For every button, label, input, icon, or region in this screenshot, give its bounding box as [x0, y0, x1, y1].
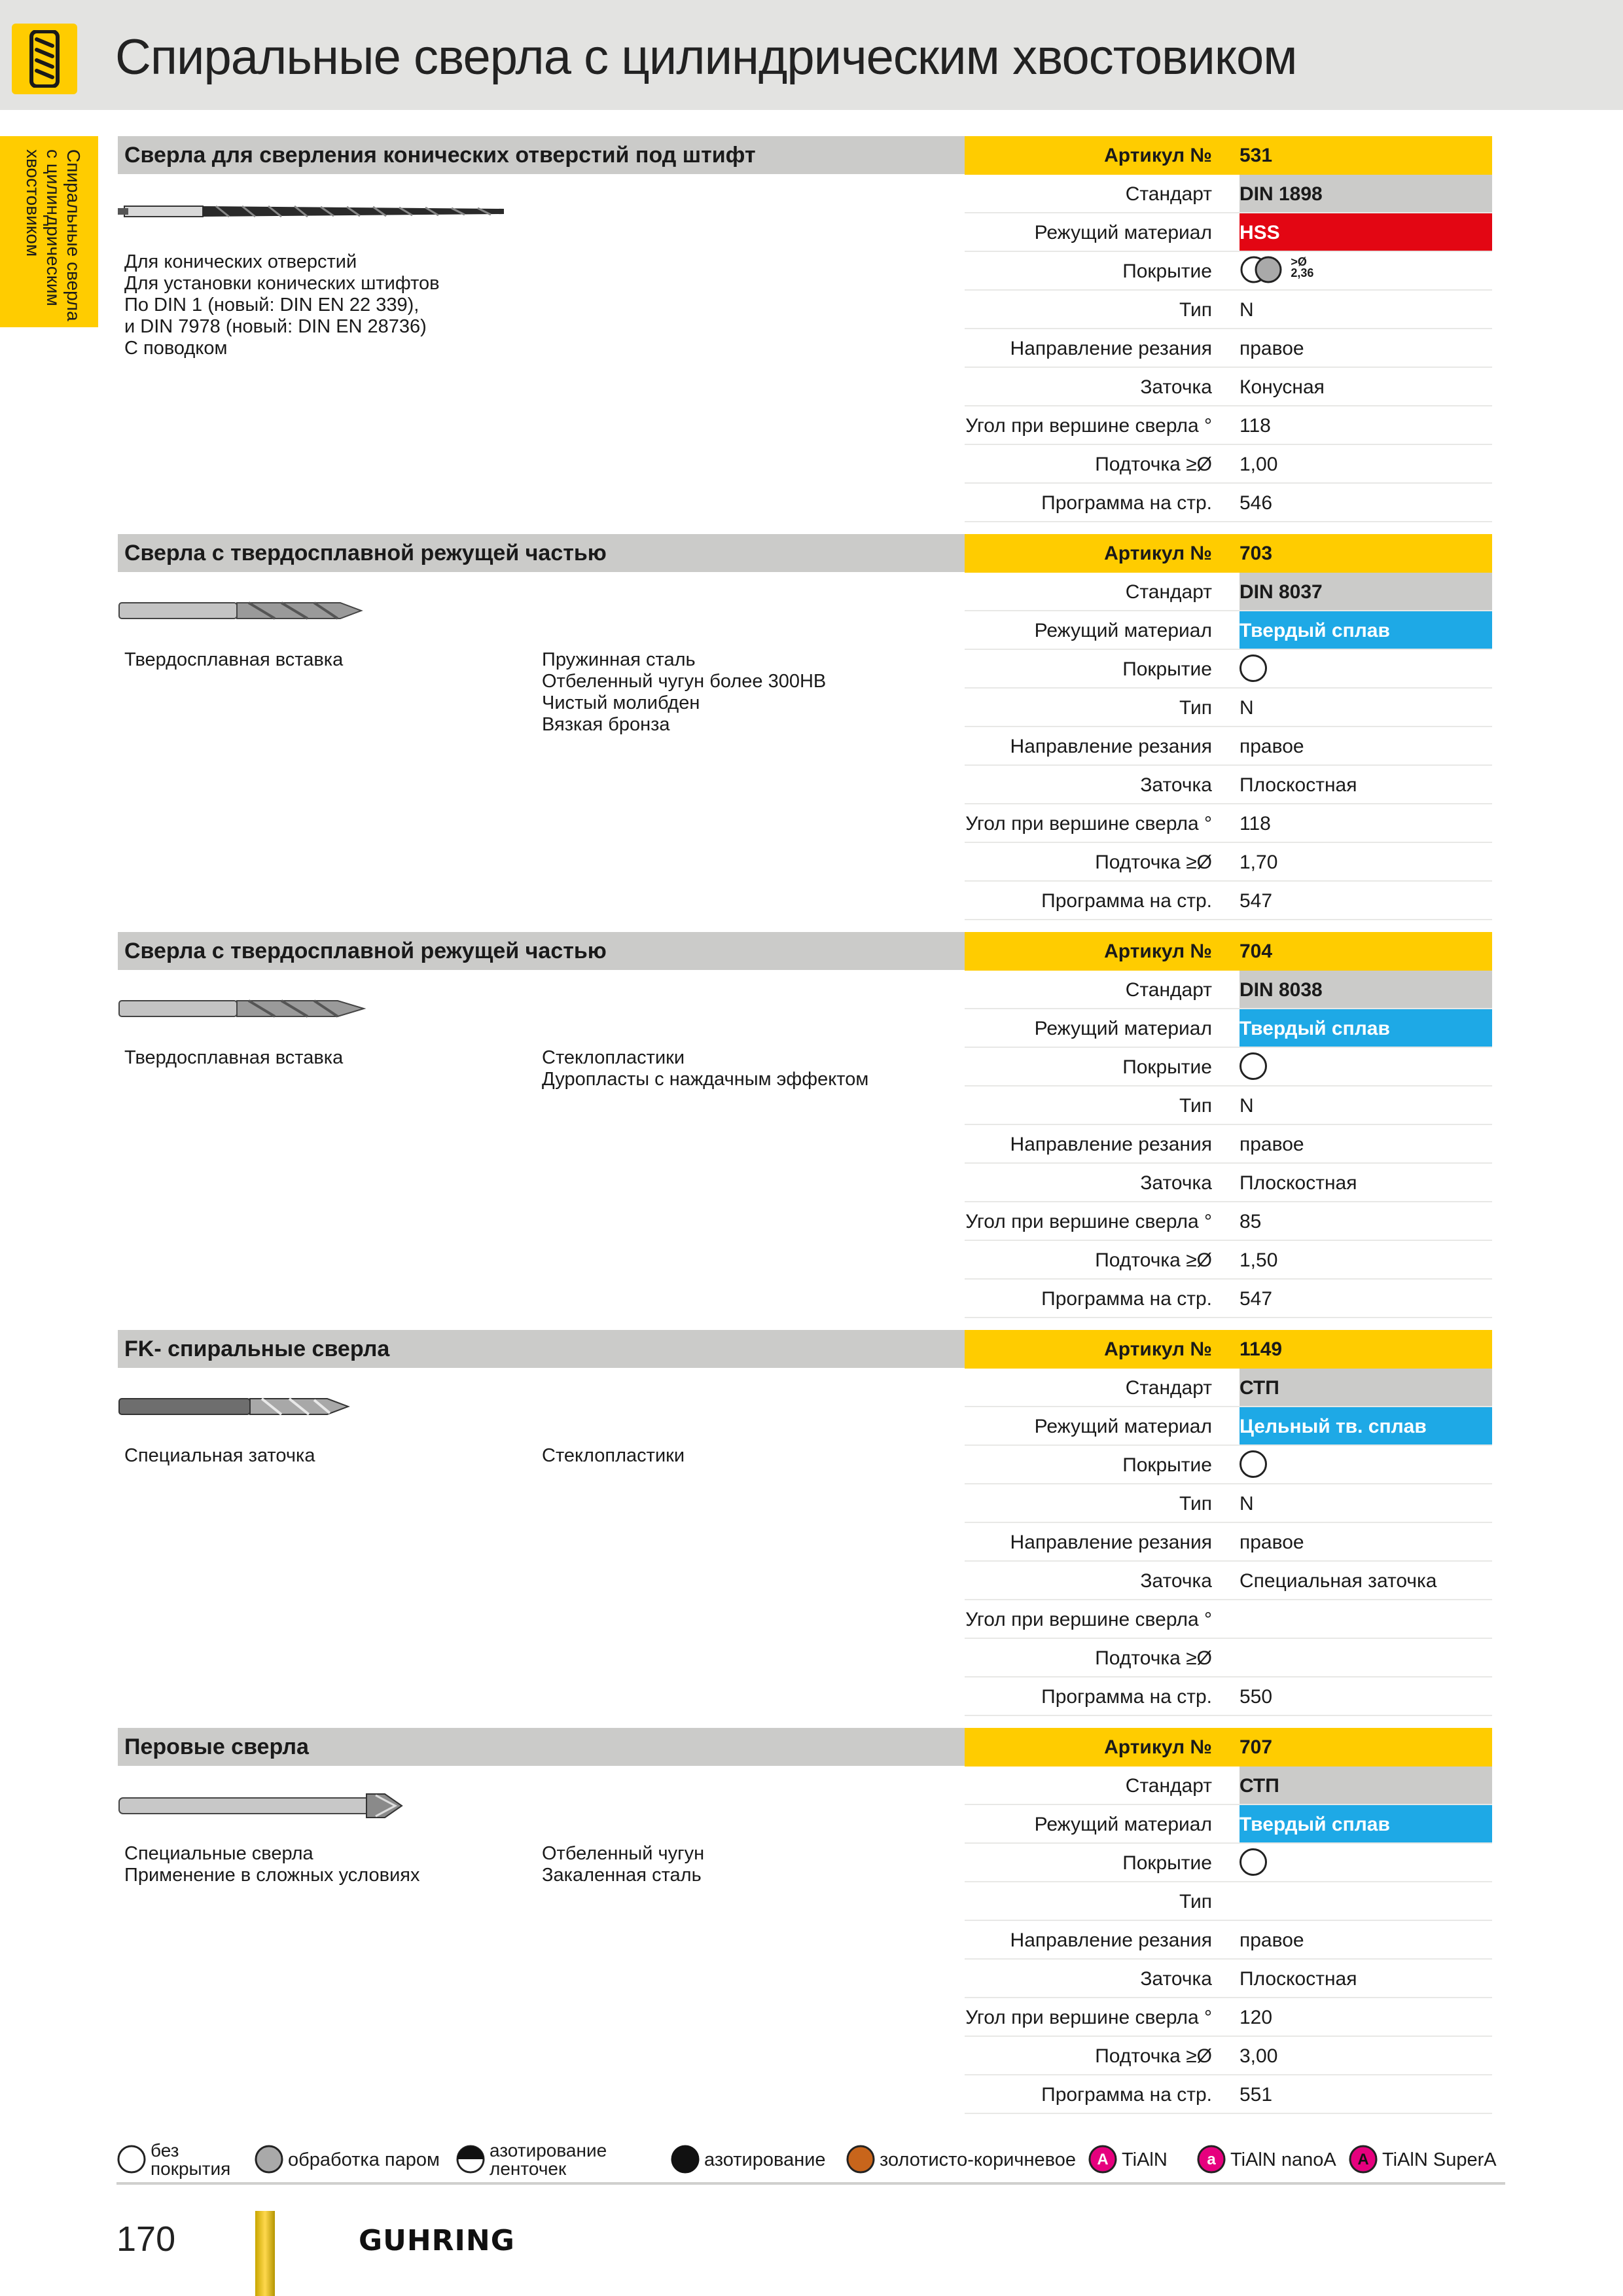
coating-none-icon — [1240, 1450, 1267, 1478]
spec-row-point-thinning: Подточка ≥Ø 1,50 — [965, 1241, 1492, 1280]
drill-image — [118, 1392, 353, 1422]
spec-row-direction: Направление резания правое — [965, 1921, 1492, 1960]
description-line: Вязкая бронза — [542, 714, 670, 735]
svg-text:a: a — [1207, 2151, 1216, 2168]
spec-row-type: Тип N — [965, 291, 1492, 329]
section-title: Сверла с твердосплавной режущей частью — [124, 939, 607, 963]
coating-nitride-strip-icon — [455, 2144, 486, 2174]
description-col1 — [124, 1445, 315, 1467]
header-band — [0, 0, 1623, 110]
side-tab-label: Спиральные сверла с цилиндрическим хвостовиком — [23, 149, 84, 321]
side-tab — [0, 136, 98, 327]
spec-row-article: Артикул № 531 — [965, 136, 1492, 175]
section-title: FK- спиральные сверла — [124, 1336, 390, 1361]
spec-row-type: Тип N — [965, 689, 1492, 727]
coating-gold-icon — [846, 2144, 876, 2174]
spec-row-coating: Покрытие >Ø 2,36 — [965, 252, 1492, 291]
page-number: 170 — [116, 2219, 176, 2259]
drill-image — [118, 1790, 406, 1823]
spec-row-direction: Направление резания правое — [965, 329, 1492, 368]
coating-none-icon — [1240, 655, 1267, 682]
description-line: Закаленная сталь — [542, 1865, 702, 1886]
description-line: Твердосплавная вставка — [124, 649, 344, 670]
spec-row-standard: Стандарт СТП — [965, 1369, 1492, 1407]
description-col1 — [124, 251, 440, 359]
section-title: Перовые сверла — [124, 1734, 309, 1759]
spec-row-direction: Направление резания правое — [965, 1125, 1492, 1164]
spec-row-type: Тип N — [965, 1086, 1492, 1125]
description-line: Стеклопластики — [542, 1445, 685, 1466]
description-line: Отбеленный чугун — [542, 1843, 705, 1864]
spec-row-program-page: Программа на стр. 550 — [965, 1677, 1492, 1716]
coating-none-icon — [116, 2144, 147, 2174]
spec-row-sharpening: Заточка Плоскостная — [965, 766, 1492, 804]
spec-row-coating: Покрытие — [965, 1844, 1492, 1882]
description-line: Специальная заточка — [124, 1445, 315, 1466]
section-title-band — [118, 1728, 965, 1766]
drill-image — [118, 994, 366, 1024]
description-line: Пружинная сталь — [542, 649, 696, 670]
spec-row-point-thinning: Подточка ≥Ø 1,00 — [965, 445, 1492, 484]
spec-table — [965, 534, 1492, 920]
spec-row-material: Режущий материал Твердый сплав — [965, 611, 1492, 650]
description-col1 — [124, 649, 343, 671]
description-col1 — [124, 1047, 343, 1069]
spec-row-material: Режущий материал Цельный тв. сплав — [965, 1407, 1492, 1446]
spec-row-standard: Стандарт DIN 8037 — [965, 573, 1492, 611]
description-line: С поводком — [124, 338, 228, 359]
description-line: Для конических отверстий — [124, 251, 357, 272]
description-line: Специальные сверла — [124, 1843, 313, 1864]
drill-image — [118, 198, 510, 224]
spec-table — [965, 1330, 1492, 1716]
spec-row-article: Артикул № 704 — [965, 932, 1492, 971]
spec-row-standard: Стандарт DIN 1898 — [965, 175, 1492, 213]
svg-text:A: A — [1097, 2151, 1109, 2168]
coating-none-steam-icon — [1240, 255, 1284, 284]
spec-row-coating: Покрытие — [965, 650, 1492, 689]
drill-image — [118, 596, 366, 626]
spec-row-program-page: Программа на стр. 546 — [965, 484, 1492, 522]
drill-logo-icon — [12, 24, 77, 94]
spec-row-sharpening: Заточка Конусная — [965, 368, 1492, 406]
brand-logo: GUHRING — [359, 2224, 515, 2257]
spec-row-type: Тип N — [965, 1484, 1492, 1523]
section-title-band — [118, 1330, 965, 1368]
section-title: Сверла с твердосплавной режущей частью — [124, 541, 607, 565]
description-line: Применение в сложных условиях — [124, 1865, 420, 1886]
description-line: Стеклопластики — [542, 1047, 685, 1068]
spec-row-material: Режущий материал Твердый сплав — [965, 1805, 1492, 1844]
spec-table — [965, 932, 1492, 1318]
spec-row-program-page: Программа на стр. 547 — [965, 1280, 1492, 1318]
spec-row-program-page: Программа на стр. 547 — [965, 882, 1492, 920]
spec-row-type: Тип — [965, 1882, 1492, 1921]
spec-row-direction: Направление резания правое — [965, 727, 1492, 766]
description-line: и DIN 7978 (новый: DIN EN 28736) — [124, 316, 427, 337]
coating-legend: без покрытия обработка паром азотирование ленточек азотирование золотисто-коричневое A TiAlN a TiAlN nanoA A TiAlN SuperA — [116, 2136, 1505, 2185]
spec-row-article: Артикул № 703 — [965, 534, 1492, 573]
description-col2 — [542, 1843, 704, 1886]
svg-text:A: A — [1357, 2151, 1369, 2168]
spec-row-program-page: Программа на стр. 551 — [965, 2075, 1492, 2114]
spec-row-sharpening: Заточка Специальная заточка — [965, 1562, 1492, 1600]
spec-table — [965, 136, 1492, 522]
coating-note: >Ø 2,36 — [1291, 255, 1314, 279]
description-line: По DIN 1 (новый: DIN EN 22 339), — [124, 295, 419, 315]
coating-steam-icon — [254, 2144, 284, 2174]
footer-accent-bar — [255, 2211, 275, 2296]
description-line: Чистый молибден — [542, 692, 700, 713]
spec-row-standard: Стандарт DIN 8038 — [965, 971, 1492, 1009]
spec-table — [965, 1728, 1492, 2114]
spec-row-point-thinning: Подточка ≥Ø 3,00 — [965, 2037, 1492, 2075]
description-line: Дуропласты с наждачным эффектом — [542, 1069, 869, 1090]
spec-row-angle: Угол при вершине сверла ° 118 — [965, 804, 1492, 843]
spec-row-point-thinning: Подточка ≥Ø 1,70 — [965, 843, 1492, 882]
description-line: Твердосплавная вставка — [124, 1047, 344, 1068]
coating-none-icon — [1240, 1848, 1267, 1876]
coating-tialn-nano-icon — [1196, 2144, 1226, 2174]
spec-row-standard: Стандарт СТП — [965, 1767, 1492, 1805]
spec-row-angle: Угол при вершине сверла ° 85 — [965, 1202, 1492, 1241]
spec-row-angle: Угол при вершине сверла ° 120 — [965, 1998, 1492, 2037]
section-title: Сверла для сверления конических отверстий под штифт — [124, 143, 756, 168]
spec-row-direction: Направление резания правое — [965, 1523, 1492, 1562]
spec-row-sharpening: Заточка Плоскостная — [965, 1960, 1492, 1998]
section-title-band — [118, 136, 965, 174]
spec-row-material: Режущий материал HSS — [965, 213, 1492, 252]
spec-row-angle: Угол при вершине сверла ° — [965, 1600, 1492, 1639]
page-title: Спиральные сверла с цилиндрическим хвостовиком — [115, 29, 1297, 85]
description-col2 — [542, 649, 826, 736]
spec-row-sharpening: Заточка Плоскостная — [965, 1164, 1492, 1202]
spec-row-point-thinning: Подточка ≥Ø — [965, 1639, 1492, 1677]
coating-tialn-super-icon — [1348, 2144, 1378, 2174]
description-col2 — [542, 1445, 685, 1467]
section-title-band — [118, 932, 965, 970]
spec-row-coating: Покрытие — [965, 1048, 1492, 1086]
spec-row-material: Режущий материал Твердый сплав — [965, 1009, 1492, 1048]
description-line: Отбеленный чугун более 300HB — [542, 671, 827, 692]
spec-row-article: Артикул № 1149 — [965, 1330, 1492, 1369]
description-col1 — [124, 1843, 419, 1886]
description-col2 — [542, 1047, 868, 1090]
section-title-band — [118, 534, 965, 572]
coating-tialn-icon — [1088, 2144, 1118, 2174]
spec-row-article: Артикул № 707 — [965, 1728, 1492, 1767]
spec-row-coating: Покрытие — [965, 1446, 1492, 1484]
description-line: Для установки конических штифтов — [124, 273, 440, 294]
coating-none-icon — [1240, 1052, 1267, 1080]
spec-row-angle: Угол при вершине сверла ° 118 — [965, 406, 1492, 445]
coating-nitride-icon — [670, 2144, 700, 2174]
